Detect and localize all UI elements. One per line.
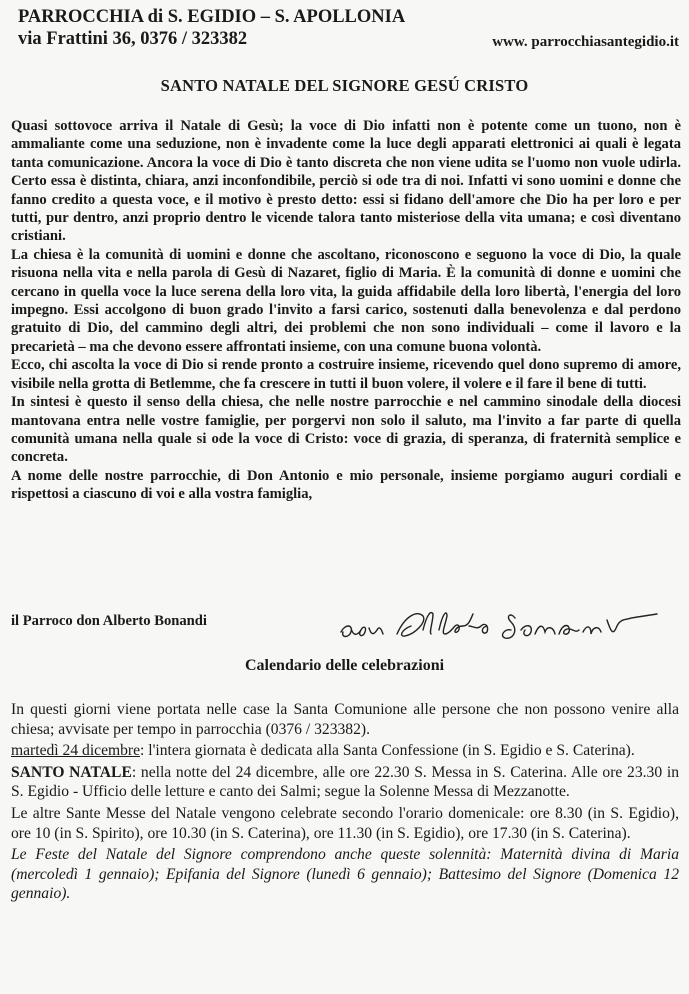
calendar-feasts: Le Feste del Natale del Signore comprendono anche queste solennità: Maternità divina di Maria (mercoledì 1 gennaio); Epifania del Signore (lunedì 6 gennaio); Battesimo del Signore (Domenica 12 gennaio). xyxy=(11,846,679,903)
letter-paragraph-5: A nome delle nostre parrocchie, di Don Antonio e mio personale, insieme porgiamo auguri cordiali e rispettosi a ciascuno di voi e alla vostra famiglia, xyxy=(11,467,681,503)
calendar-section xyxy=(11,700,679,906)
natale-text: : nella notte del 24 dicembre, alle ore 22.30 S. Messa in S. Caterina. Alle ore 23.30 in S. Egidio - Ufficio delle letture e canto dei Salmi; segue la Solenne Messa di Mezzanotte. xyxy=(11,763,679,801)
handwritten-signature xyxy=(335,604,665,648)
dec24-label: martedì 24 dicembre xyxy=(11,742,141,760)
letter-signoff: il Parroco don Alberto Bonandi xyxy=(11,613,207,629)
calendar-dec24 xyxy=(11,741,679,761)
calendar-intro: In questi giorni viene portata nelle case la Santa Comunione alle persone che non possono venire alla chiesa; avvisate per tempo in parrocchia (0376 / 323382). xyxy=(11,701,679,738)
letter-paragraph-3: Ecco, chi ascolta la voce di Dio si rende pronto a costruire insieme, ricevendo quel dono supremo di amore, visibile nella grotta di Betlemme, che fa crescere in tutti il buon volere, il volere e il fare il bene di tutti. xyxy=(11,357,681,392)
natale-label: SANTO NATALE xyxy=(11,763,132,781)
calendar-title: Calendario delle celebrazioni xyxy=(244,657,445,674)
parish-website: www. parrocchiasantegidio.it xyxy=(492,34,679,50)
calendar-masses: Le altre Sante Messe del Natale vengono celebrate secondo l'orario domenicale: ore 8.30 (in S. Egidio), ore 10 (in S. Spirito), ore 10.30 (in S. Caterina), ore 11.30 (in S. Egidio), ore 17.30 (in S. Caterina). xyxy=(11,804,679,842)
letter-paragraph-1: Quasi sottovoce arriva il Natale di Gesù; la voce di Dio infatti non è potente come un tuono, non è ammaliante come una seduzione, non è invadente come la luce degli apparati elettronici ai quali è legata tanta comunicazione. Ancora la voce di Dio è tanto discreta che non viene udita se l'uomo non vuole udirla. Certo essa è distinta, chiara, anzi inconfondibile, perciò si ode tra di noi. Infatti vi sono uomini e donne che fanno credito a questa voce, e il motivo è presto detto: essi si fidano dell'amore che Dio ha per loro e per tutti, pur dentro, anzi proprio dentro le vicende talora tanto misteriose della vita umana; e così diventano cristiani. xyxy=(11,118,681,245)
christmas-letter xyxy=(11,117,681,504)
parish-address: via Frattini 36, 0376 / 323382 xyxy=(18,29,248,49)
parish-name: PARROCCHIA di S. EGIDIO – S. APOLLONIA xyxy=(18,7,406,27)
page-title: SANTO NATALE DEL SIGNORE GESÚ CRISTO xyxy=(160,76,529,95)
dec24-text: : l'intera giornata è dedicata alla Santa Confessione (in S. Egidio e S. Caterina). xyxy=(140,742,635,760)
letter-paragraph-4: In sintesi è questo il senso della chiesa, che nelle nostre parrocchie e nel cammino sinodale della diocesi mantovana entra nelle vostre famiglie, per porgervi non solo il saluto, ma l'invito a far parte di quella comunità umana nella quale si ode la voce di Cristo: voce di grazia, di speranza, di fraternità semplice e concreta. xyxy=(11,394,681,466)
letter-paragraph-2: La chiesa è la comunità di uomini e donne che ascoltano, riconoscono e seguono la voce di Dio, la quale risuona nella vita e nella parola di Gesù di Nazaret, figlio di Maria. È la comunità di donne e uomini che cercano in quella voce la luce serena della loro vita, la guida affidabile della loro libertà, l'energia del loro impegno. Essi accolgono di buon grado l'invito a farsi carico, sostenuti dalla benevolenza e dal perdono gratuito di Dio, del cammino degli altri, dei problemi che non sono individuali – come il lavoro e la precarietà – ma che devono essere affrontati insieme, con una comune buona volontà. xyxy=(11,246,681,355)
calendar-natale xyxy=(11,763,679,802)
parish-header xyxy=(18,6,405,50)
